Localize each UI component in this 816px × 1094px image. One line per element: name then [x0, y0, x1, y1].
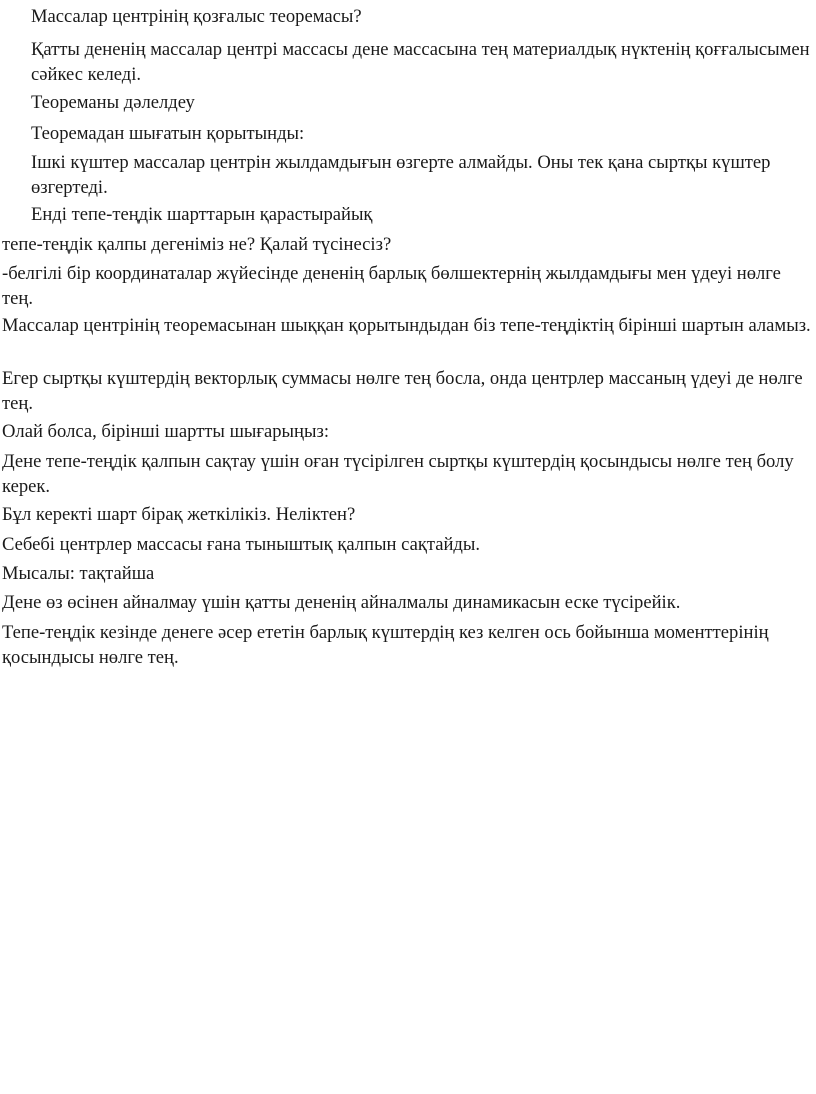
paragraph-first-condition: Дене тепе-теңдік қалпын сақтау үшін оған түсірілген сыртқы күштердің қосындысы нөлге тең болу керек. [2, 451, 794, 497]
paragraph-equilibrium-question: тепе-теңдік қалпы дегеніміз не? Қалай түсінесіз? [2, 234, 392, 255]
paragraph-theorem-statement: Қатты дененің массалар центрі массасы дене массасына тең материалдық нүктенің қоғғалысымен сәйкес келеді. [31, 39, 810, 85]
paragraph-vector-sum: Егер сыртқы күштердің векторлық суммасы нөлге тең босла, онда центрлер массаның үдеуі де нөлге тең. [2, 368, 803, 414]
paragraph-second-condition: Тепе-теңдік кезінде денеге әсер ететін барлық күштердің кез келген ось бойынша моменттерінің қосындысы нөлге тең. [2, 622, 769, 668]
paragraph-equilibrium-definition: -белгілі бір координаталар жүйесінде дененің барлық бөлшектернің жылдамдығы мен үдеуі нөлге тең. [2, 263, 781, 309]
paragraph-conclusion-title: Теоремадан шығатын қорытынды: [31, 123, 305, 144]
paragraph-proof-title: Теореманы дәлелдеу [31, 92, 195, 113]
paragraph-rotation-dynamics: Дене өз өсінен айналмау үшін қатты дененің айналмалы динамикасын еске түсірейік. [2, 592, 681, 613]
heading-center-of-mass-theorem: Массалар центрінің қозғалыс теоремасы? [31, 6, 362, 27]
paragraph-sufficiency-question: Бұл керекті шарт бірақ жеткілікіз. Неліктен? [2, 504, 356, 525]
paragraph-internal-forces: Ішкі күштер массалар центрін жылдамдығын өзгерте алмайды. Оны тек қана сыртқы күштер өзгертеді. [31, 152, 771, 198]
paragraph-equilibrium-intro: Енді тепе-теңдік шарттарын қарастырайық [31, 204, 373, 225]
paragraph-example: Мысалы: тақтайша [2, 563, 155, 584]
paragraph-first-condition-prompt: Олай болса, бірінші шартты шығарыңыз: [2, 421, 329, 442]
paragraph-reason: Себебі центрлер массасы ғана тыныштық қалпын сақтайды. [2, 534, 481, 555]
paragraph-first-condition-source: Массалар центрінің теоремасынан шыққан қорытындыдан біз тепе-теңдіктің бірінші шартын аламыз. [2, 315, 811, 336]
